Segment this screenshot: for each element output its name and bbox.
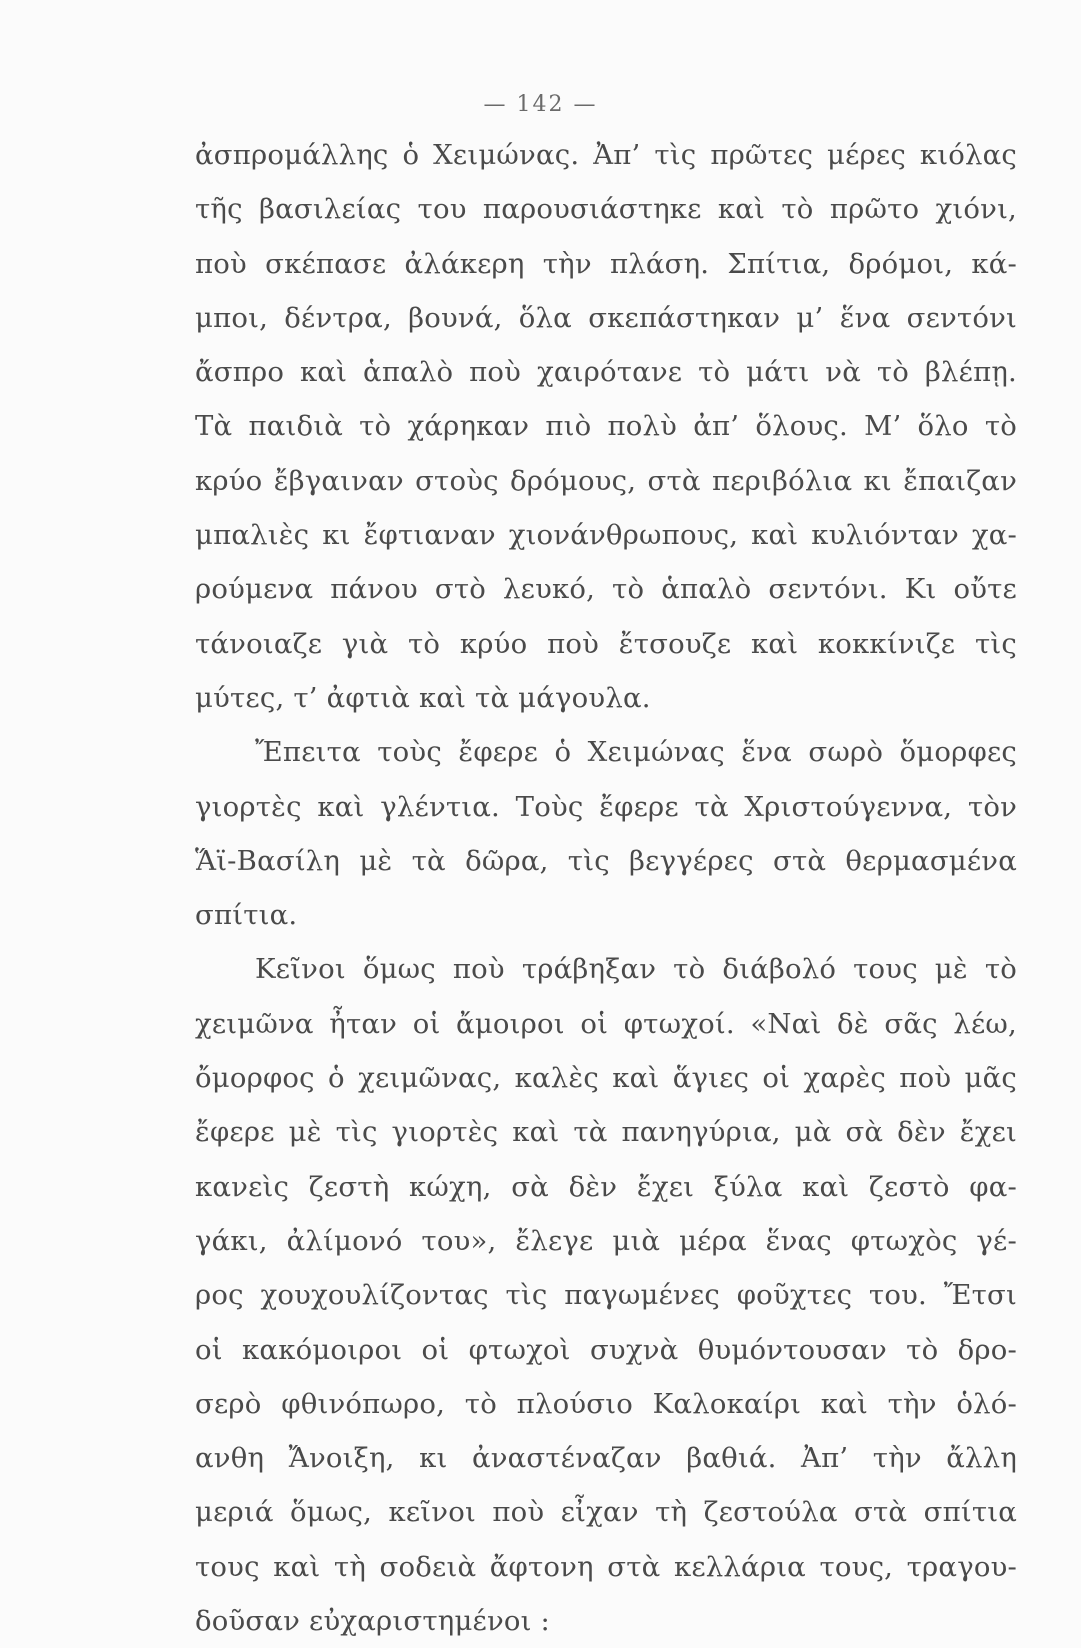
text-line: Κεῖνοι ὅμως ποὺ τράβηξαν τὸ διάβολό τους μὲ τὸ	[255, 953, 1017, 986]
body-text	[195, 128, 1017, 1648]
text-line: τάνοιαζε γιὰ τὸ κρύο ποὺ ἔτσουζε καὶ κοκκίνιζε τὶς	[195, 627, 1017, 660]
text-line: τῆς βασιλείας του παρουσιάστηκε καὶ τὸ πρῶτο χιόνι,	[195, 193, 1017, 226]
text-line: Ἔπειτα τοὺς ἔφερε ὁ Χειμώνας ἕνα σωρὸ ὅμορφες	[255, 736, 1017, 769]
text-line: ἄσπρο καὶ ἁπαλὸ ποὺ χαιρότανε τὸ μάτι νὰ τὸ βλέπῃ.	[195, 356, 1017, 389]
text-line: μπαλιὲς κι ἔφτιαναν χιονάνθρωπους, καὶ κυλιόνταν χα-	[195, 519, 1017, 552]
text-line: τους καὶ τὴ σοδειὰ ἄφτονη στὰ κελλάρια τους, τραγου-	[195, 1550, 1017, 1583]
text-line: σπίτια.	[195, 899, 298, 932]
text-line: Ἅϊ-Βασίλη μὲ τὰ δῶρα, τὶς βεγγέρες στὰ θερμασμένα	[195, 844, 1017, 877]
text-line: μύτες, τ’ ἀφτιὰ καὶ τὰ μάγουλα.	[195, 681, 651, 714]
text-line: ὄμορφος ὁ χειμῶνας, καλὲς καὶ ἅγιες οἱ χαρὲς ποὺ μᾶς	[195, 1062, 1017, 1095]
text-line: ἀσπρομάλλης ὁ Χειμώνας. Ἀπ’ τὶς πρῶτες μέρες κιόλας	[195, 139, 1017, 171]
page-number: — 142 —	[483, 92, 598, 117]
text-line: ἔφερε μὲ τὶς γιορτὲς καὶ τὰ πανηγύρια, μὰ σὰ δὲν ἔχει	[195, 1116, 1017, 1149]
text-line: ποὺ σκέπασε ἀλάκερη τὴν πλάση. Σπίτια, δρόμοι, κά-	[195, 247, 1017, 280]
text-line: δοῦσαν εὐχαριστημένοι :	[195, 1605, 551, 1638]
paragraph-1	[195, 128, 1017, 725]
text-line: ρούμενα πάνου στὸ λευκό, τὸ ἁπαλὸ σεντόνι. Κι οὔτε	[195, 573, 1017, 606]
text-line: μεριά ὅμως, κεῖνοι ποὺ εἶχαν τὴ ζεστούλα στὰ σπίτια	[195, 1496, 1017, 1529]
text-line: γιορτὲς καὶ γλέντια. Τοὺς ἔφερε τὰ Χριστούγεννα, τὸν	[195, 790, 1017, 823]
text-line: ρος χουχουλίζοντας τὶς παγωμένες φοῦχτες του. Ἔτσι	[195, 1279, 1017, 1312]
text-line: Τὰ παιδιὰ τὸ χάρηκαν πιὸ πολὺ ἀπ’ ὅλους. Μ’ ὅλο τὸ	[195, 410, 1017, 443]
text-line: κανεὶς ζεστὴ κώχη, σὰ δὲν ἔχει ξύλα καὶ ζεστὸ φα-	[195, 1170, 1017, 1203]
paragraph-2	[195, 725, 1017, 942]
text-line: μποι, δέντρα, βουνά, ὅλα σκεπάστηκαν μ’ ἕνα σεντόνι	[195, 301, 1017, 334]
paragraph-3	[195, 942, 1017, 1648]
text-line: γάκι, ἀλίμονό του», ἔλεγε μιὰ μέρα ἕνας φτωχὸς γέ-	[195, 1224, 1017, 1257]
text-line: σερὸ φθινόπωρο, τὸ πλούσιο Καλοκαίρι καὶ τὴν ὁλό-	[195, 1387, 1017, 1420]
text-line: ανθη Ἄνοιξη, κι ἀναστέναζαν βαθιά. Ἀπ’ τὴν ἄλλη	[195, 1442, 1017, 1475]
text-line: κρύο ἔβγαιναν στοὺς δρόμους, στὰ περιβόλια κι ἔπαιζαν	[195, 464, 1017, 497]
text-line: οἱ κακόμοιροι οἱ φτωχοὶ συχνὰ θυμόντουσαν τὸ δρο-	[195, 1333, 1017, 1366]
text-line: χειμῶνα ἦταν οἱ ἄμοιροι οἱ φτωχοί. «Ναὶ δὲ σᾶς λέω,	[195, 1007, 1017, 1040]
